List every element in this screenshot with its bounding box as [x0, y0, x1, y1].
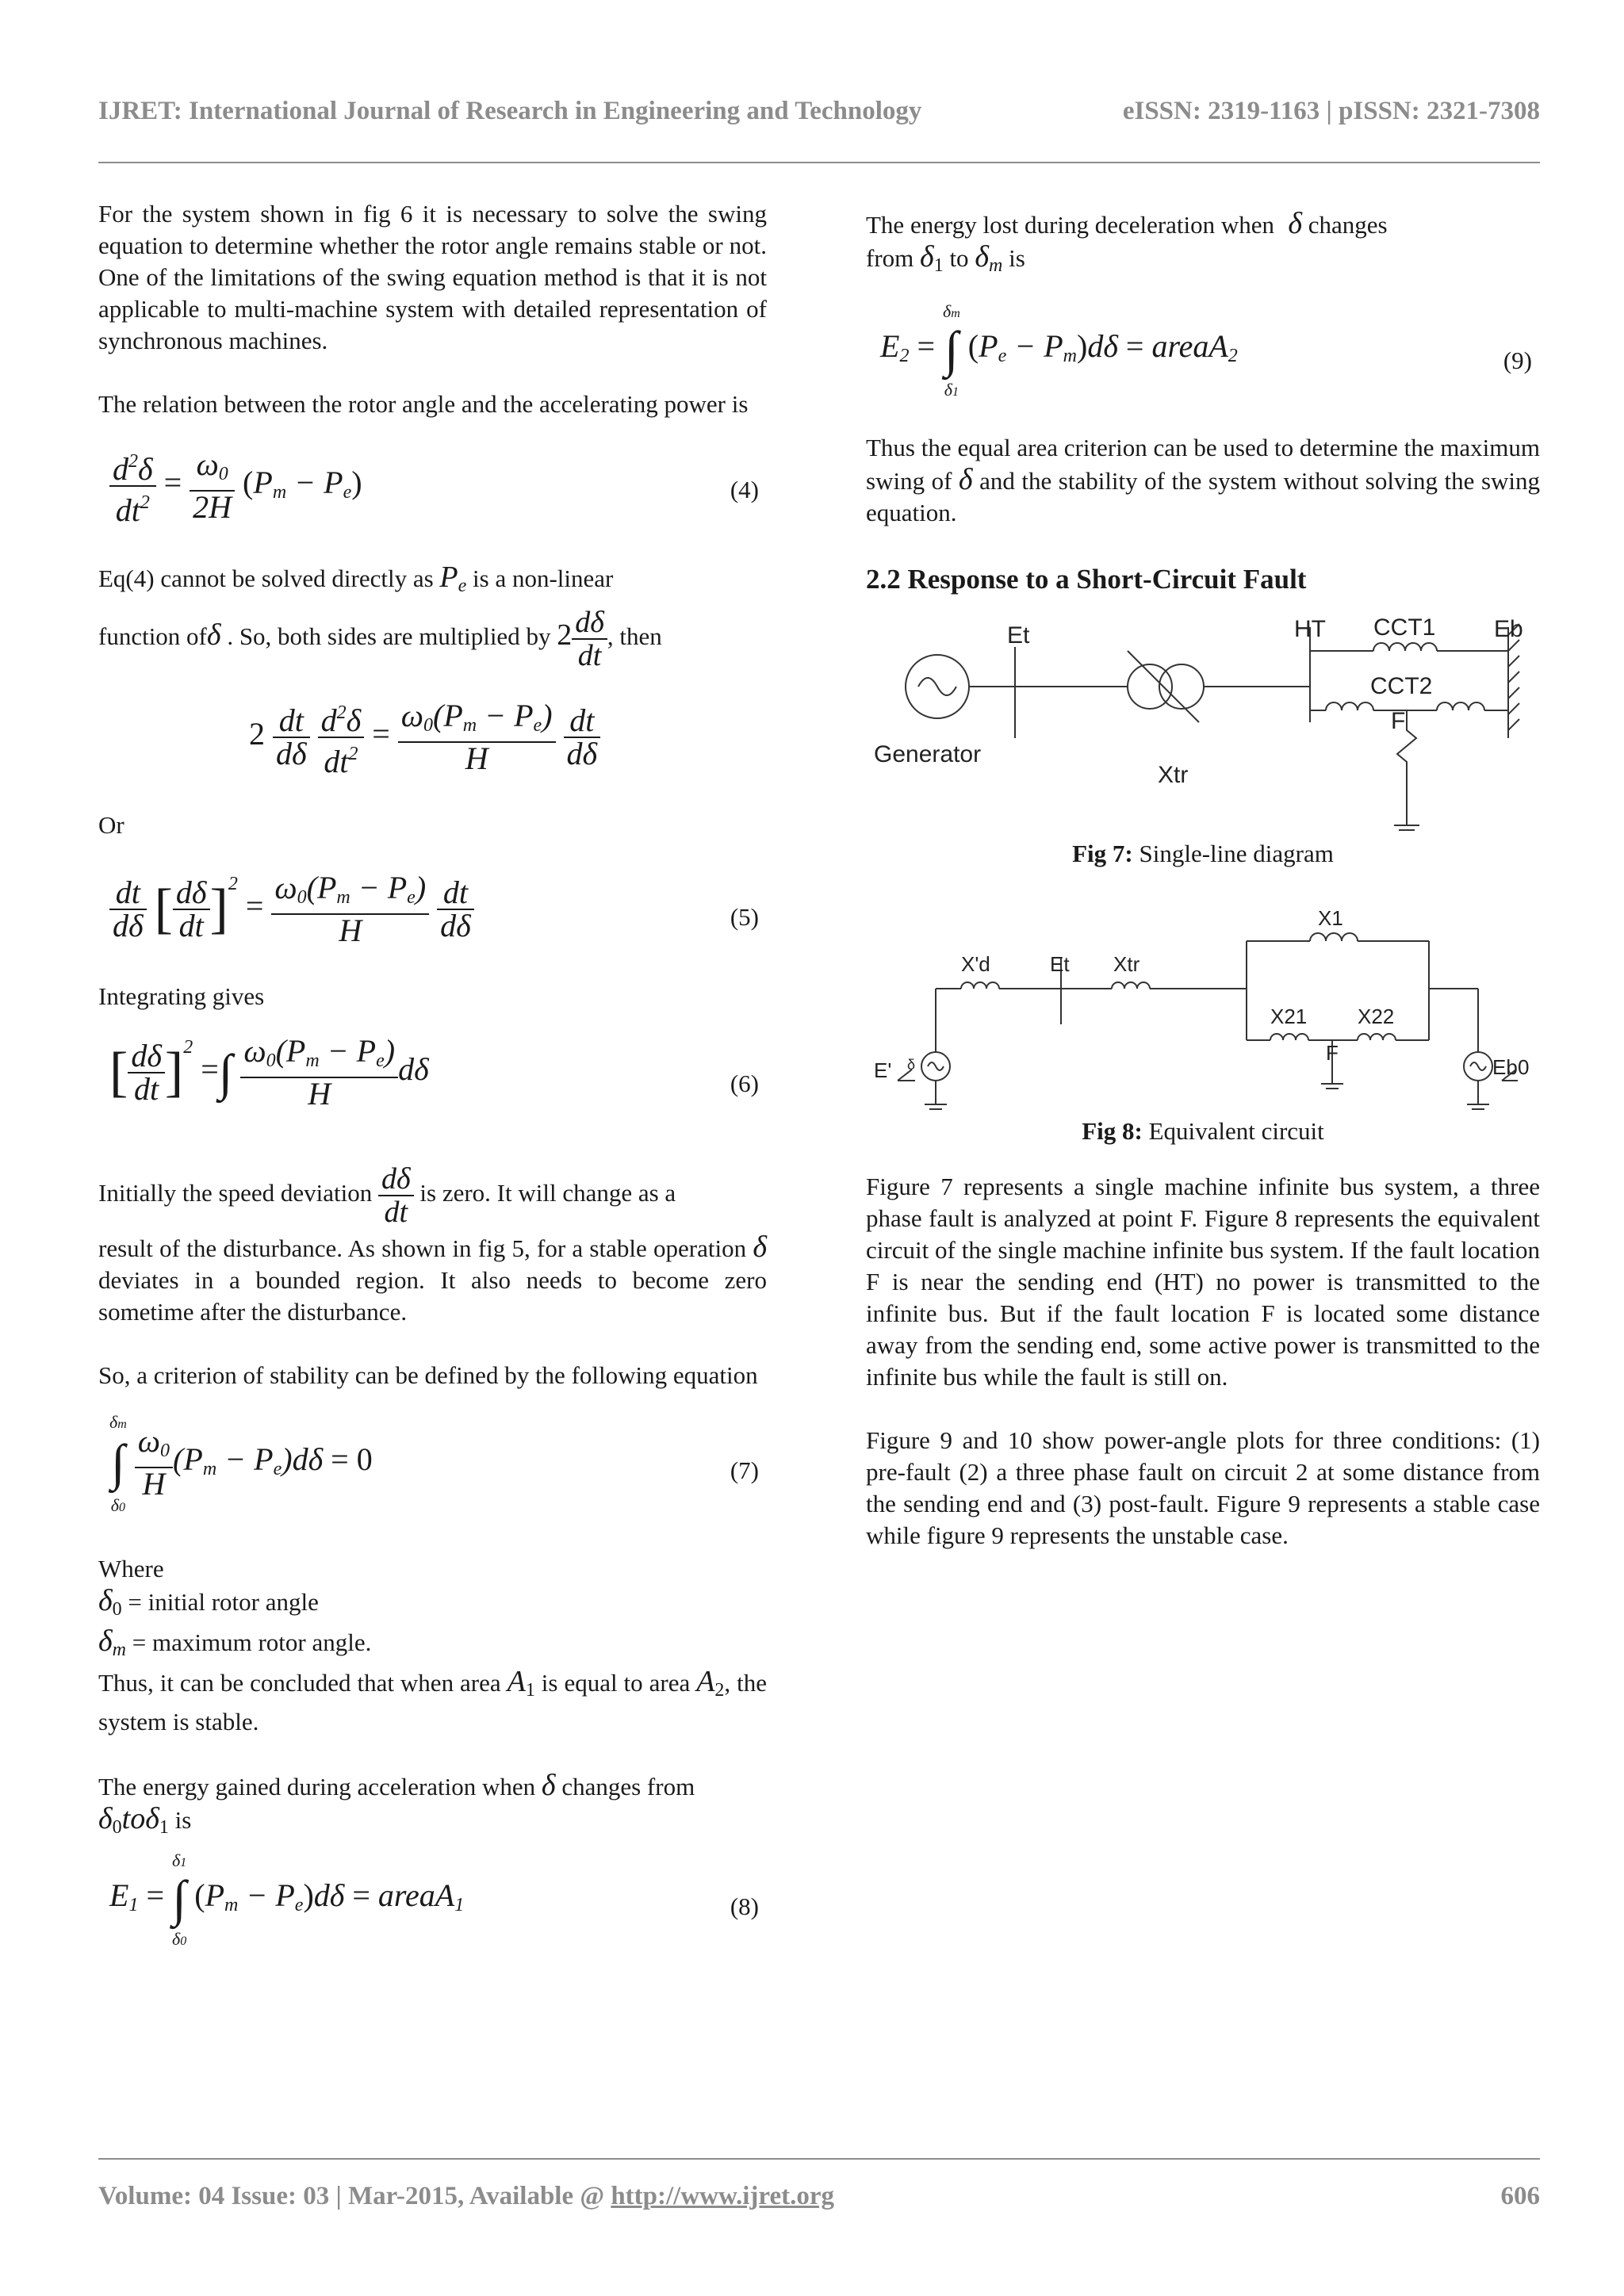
diagram-label: Xtr	[1158, 762, 1189, 788]
right-column	[866, 208, 1540, 1552]
circuit-label: F	[1326, 1041, 1339, 1065]
equation-number: (4)	[730, 476, 759, 503]
page-footer	[98, 2182, 1540, 2211]
left-column	[98, 198, 767, 1965]
journal-link[interactable]: http://www.ijret.org	[611, 2182, 834, 2210]
text: = maximum rotor angle.	[132, 1628, 372, 1656]
text: from	[866, 244, 914, 272]
text: The energy gained during acceleration when	[98, 1773, 536, 1800]
circuit-label: Xtr	[1113, 952, 1140, 976]
diagram-label: CCT2	[1370, 673, 1433, 699]
text: deviates in a bounded region. It also needs to become zero sometime after the disturbance.	[98, 1266, 767, 1326]
caption-label: Fig 7:	[1072, 840, 1133, 867]
circuit-label: Eb	[1492, 1055, 1518, 1079]
single-line-diagram	[866, 603, 1540, 833]
equation-5: $\frac{dt}{d\delta}$ [ $\frac{d\delta}{dt}$ ]$^2$ = $\frac{\omega_0(P_m - P_e)}{H}$ $\frac{dt}{d\delta}$ (5)	[98, 865, 767, 976]
equation-number: (7)	[730, 1456, 759, 1484]
paragraph: The energy gained during acceleration when δ changes from	[98, 1769, 695, 1802]
circuit-label: δ	[907, 1057, 916, 1073]
paragraph: function ofδ . So, both sides are multiplied by 2 $\frac{d\delta}{dt}$ , then	[98, 606, 662, 672]
paragraph: So, a criterion of stability can be defined by the following equation	[98, 1361, 758, 1389]
text: and the stability of the system without solving the swing equation.	[866, 467, 1541, 526]
section-heading: 2.2 Response to a Short-Circuit Fault	[866, 564, 1307, 595]
paragraph: Integrating gives	[98, 982, 265, 1010]
text: = initial rotor angle	[128, 1588, 319, 1616]
figure-caption	[866, 1115, 1540, 1147]
equation-6: [ $\frac{d\delta}{dt}$ ]$^2$ =∫ $\frac{\omega_0(P_m - P_e)}{H}$ dδ (6)	[109, 1032, 759, 1112]
circuit-label: X21	[1270, 1004, 1308, 1028]
header-rule	[98, 162, 1540, 163]
caption-text: Single-line diagram	[1132, 840, 1334, 867]
paragraph: Thus, it can be concluded that when area $A_1$ is equal to area $A_2$, the system is stable.	[98, 1665, 767, 1735]
text: is	[174, 1806, 192, 1834]
circuit-label: 0	[1518, 1055, 1530, 1079]
circuit-label: X'd	[961, 952, 990, 976]
equation-7: δm ∫ δ0 $\frac{\omega_0}{H}$ $(P_m - P_e)d\delta = 0$ (7)	[109, 1412, 759, 1515]
equation-number: (9)	[1503, 346, 1532, 374]
paragraph: Or	[98, 811, 124, 839]
diagram-label: F	[1391, 708, 1406, 734]
diagram-label: Et	[1007, 622, 1030, 649]
diagram-label: CCT1	[1373, 614, 1436, 641]
paragraph: from $\delta_1$ to $\delta_m$ is	[866, 240, 1025, 276]
paragraph: Initially the speed deviation $\frac{d\delta}{dt}$ is zero. It will change as a	[98, 1162, 676, 1229]
equation-unnumbered: 2 $\frac{dt}{d\delta}$ $\frac{d^2\delta}{dt^2}$ = $\frac{\omega_0(P_m - P_e)}{H}$ $\frac{dt}{d\delta}$	[98, 687, 767, 806]
text: to	[949, 244, 969, 272]
paragraph: Where	[98, 1555, 164, 1582]
text: . So, both sides are multiplied by	[227, 622, 551, 651]
issn: eISSN: 2319-1163 | pISSN: 2321-7308	[1122, 97, 1540, 125]
page-header	[98, 97, 1540, 126]
paragraph: The relation between the rotor angle and the accelerating power is	[98, 390, 749, 418]
text: result of the disturbance. As shown in fig 5, for a stable operation	[98, 1234, 747, 1262]
text: Thus the equal area criterion can be used to determine the maximum swing of	[866, 434, 1540, 495]
figure-caption	[866, 838, 1540, 870]
text: function of	[98, 622, 207, 651]
text: , the system is stable.	[98, 1669, 767, 1735]
text: changes	[1308, 211, 1388, 239]
diagram-label: Eb	[1494, 616, 1523, 642]
paragraph: The energy lost during deceleration when δ changes	[866, 207, 1388, 240]
caption-label: Fig 8:	[1082, 1117, 1143, 1145]
paragraph: For the system shown in fig 6 it is necessary to solve the swing equation to determine whether the rotor angle remains stable or not. One of the limitations of the swing equation method is that it is not applicable to multi-machine system with detailed representation of synchronous machines.	[98, 200, 767, 354]
text: changes from	[561, 1773, 695, 1800]
text: is equal to area	[541, 1669, 691, 1697]
circuit-label: X22	[1358, 1004, 1395, 1028]
paragraph: result of the disturbance. As shown in fig 5, for a stable operation δ deviates in a bounded region. It also needs to become zero sometime after the disturbance.	[98, 1230, 768, 1326]
definition: $\delta_m$ = maximum rotor angle.	[98, 1624, 372, 1660]
paragraph: Thus the equal area criterion can be used to determine the maximum swing of δ and the stability of the system without solving the swing equation.	[866, 434, 1541, 526]
circuit-label: Et	[1050, 952, 1070, 976]
text: is zero. It will change as a	[419, 1179, 676, 1207]
circuit-label: E'	[874, 1058, 892, 1082]
journal-title: IJRET: International Journal of Research in Engineering and Technology	[98, 97, 922, 125]
circuit-label: X1	[1318, 906, 1343, 930]
definition: $\delta_0$ = initial rotor angle	[98, 1584, 319, 1620]
footer-volume	[98, 2182, 834, 2211]
text: The energy lost during deceleration when	[866, 211, 1275, 239]
text: Initially the speed deviation	[98, 1179, 373, 1207]
equation-4: $\frac{d^2\delta}{dt^2}$ = $\frac{\omega_0}{2H}$ $(P_m - P_e)$ (4)	[98, 434, 767, 553]
equation-8: $E_1 = \delta 1$ ∫ δ0 $(P_m - P_e)d\delta$ = areaA$_1$ (8)	[109, 1850, 759, 1949]
paragraph: Figure 9 and 10 show power-angle plots for three conditions: (1) pre-fault (2) a three phase fault on circuit 2 at some distance from the sending end and (3) post-fault. Figure 9 represents a stable case while figure 9 represents the unstable case.	[866, 1426, 1540, 1549]
diagram-label: Generator	[874, 741, 982, 767]
equivalent-circuit	[866, 894, 1540, 1123]
text: Eq(4) cannot be solved directly as	[98, 564, 434, 592]
equation-number: (8)	[730, 1892, 759, 1920]
equation-number: (5)	[730, 903, 759, 931]
page-number: 606	[1500, 2182, 1540, 2210]
caption-text: Equivalent circuit	[1142, 1117, 1324, 1145]
text: , then	[607, 622, 662, 651]
equation-9: $E_2 = \delta m$ ∫ δ1 $(P_e - P_m)d\delta$ = areaA$_2$ (9)	[880, 301, 1532, 400]
paragraph: Figure 7 represents a single machine infinite bus system, a three phase fault is analyzed at point F. Figure 8 represents the equivalent circuit of the single machine infinite bus system. If the fault location F is near the sending end (HT) no power is transmitted to the infinite bus. But if the fault location F is located some distance away from the sending end, some active power is transmitted to the infinite bus while the fault is still on.	[866, 1173, 1540, 1391]
diagram-label: HT	[1294, 616, 1326, 642]
paragraph: Eq(4) cannot be solved directly as $P_e$ is a non-linear	[98, 561, 614, 596]
volume-text: Volume: 04 Issue: 03 | Mar-2015, Available @	[98, 2182, 611, 2210]
equation-number: (6)	[730, 1070, 759, 1097]
footer-rule	[98, 2158, 1540, 2160]
paragraph: $\delta_0to\delta_1$ is	[98, 1802, 192, 1838]
text: is a non-linear	[473, 564, 614, 592]
text: Thus, it can be concluded that when area	[98, 1669, 501, 1697]
text: is	[1009, 244, 1025, 272]
